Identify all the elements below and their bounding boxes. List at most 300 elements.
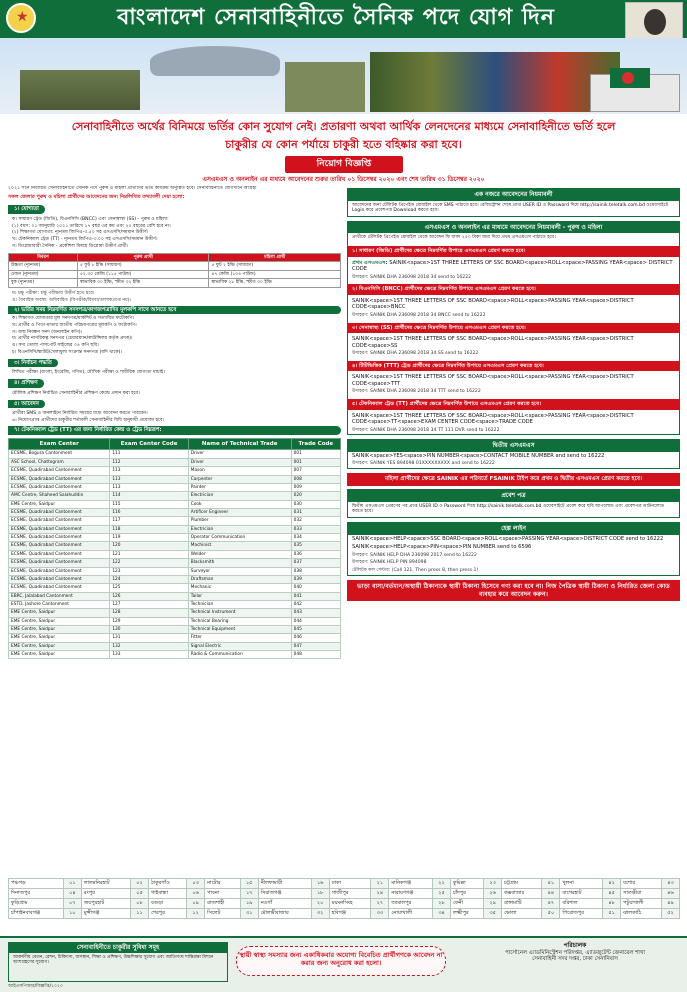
sms-rules-box [347,221,680,435]
training-text: মৌলিক প্রশিক্ষণ নির্বাচিত সেনাবাহিনীর প্রশিক্ষণ কেন্দ্রে প্রদান করা হবে। [12,390,140,396]
center-cell: 001 [291,458,340,466]
exam-center-table [8,438,341,660]
district-name: মানিকগঞ্জ [389,879,433,889]
doc-line: চ। বিএনসিসি/স্কাউট/খেলাধুলা সংক্রান্ত সনদপত্র (যদি থাকে)। [12,349,123,355]
center-cell: 039 [291,575,340,583]
center-cell: Plumber [188,517,291,525]
issuer-line-1: পার্সোনেল এ্যাডমিনিস্ট্রেশন পরিদপ্তর, এ্যাডজুটেন্ট জেনারেল শাখা [505,949,645,956]
phys-note: ঙ। বৈবাহিক অবস্থা: অবিবাহিত (বিপত্নীক/বিধবা/তালাকপ্রাপ্ত নয়)। [12,297,132,303]
district-code: ১০ [63,909,81,919]
phys-cell: ওজন (ন্যূনতম) [9,270,78,279]
header-bar [0,0,687,38]
benefits-note: ৬। নিয়োগপ্রাপ্ত প্রার্থীদের চাকুরীর শর্তাবলী সেনাবাহিনীর বিধি অনুযায়ী প্রযোজ্য হবে। [12,418,165,424]
center-cell: 131 [110,634,188,642]
district-code: ০৬ [187,889,205,899]
help-line-heading: হেল্প লাইন [348,523,679,535]
district-code: ১৮ [311,889,329,899]
center-cell: ECSME, Quadirabad Cantonment [9,475,110,483]
district-code: ১২ [187,909,205,919]
center-cell: 115 [110,500,188,508]
issuer-line-2: সেনাবাহিনী সদর দপ্তর, ঢাকা সেনানিবাস [532,956,618,963]
district-name: ঠাকুরগাঁও [149,879,187,889]
phys-cell: স্বাভাবিক ৩০ ইঞ্চি, স্ফীত ৩২ ইঞ্চি [77,279,209,288]
district-code: ৪৮ [603,899,621,909]
district-code: ২৮ [432,899,450,909]
center-cell: Driver [188,458,291,466]
doc-line: খ। প্রার্থীর ও পিতা-মাতার জাতীয় পরিচয়পত্রের মূলকপি ও ফটোকপি। [12,323,137,328]
district-name: বরিশাল [560,899,603,909]
phys-cell: ৪৭ কেজি (১০৪ পাউন্ড) [209,270,341,279]
center-cell: ECSME, Quadirabad Cantonment [9,550,110,558]
district-name: চাঁপাইনবাবগঞ্জ [9,909,64,919]
center-cell: 043 [291,609,340,617]
warning-text [0,116,687,154]
district-name: হবিগঞ্জ [329,909,371,919]
district-name: পঞ্চগড় [9,879,64,889]
physical-requirements-table [8,253,341,289]
tt-sms-example: উদাহরণ: SAINIK DHA 236098 2018 34 TT 111 DVR send to 16222 [352,427,500,433]
center-cell: Technical Equipment [188,626,291,634]
quick-rules-box [347,188,680,217]
sms-rules-heading: এসএমএস ও অনলাইন এর মাধ্যমে আবেদনের নিয়মাবলী - পুরুষ ও মহিলা [348,222,679,234]
center-cell: 032 [291,517,340,525]
center-cell: AMC Centre, Shaheed Salahuddin [9,492,110,500]
center-cell: 112 [110,458,188,466]
district-name: ময়মনসিংহ [329,899,371,909]
center-cell: 132 [110,642,188,650]
district-code-table [8,878,680,919]
section-technical-trade: ৭। টেকনিক্যাল ট্রেড (TT) এর জন্য নির্ধারিত কেন্দ্র ও ট্রেড নিম্নরূপ: [8,426,341,435]
district-name: কুড়িগ্রাম [9,899,64,909]
center-cell: Technical Instrument [188,609,291,617]
center-cell: ECSME, Quadirabad Cantonment [9,525,110,533]
left-column [8,186,341,876]
center-cell: 035 [291,542,340,550]
qual-line: (১) বয়স: ০১ জানুয়ারি ২০২১ তারিখে ১৭ বছর এর কম এবং ২০ বছরের বেশি হবে না। [12,223,171,229]
district-code: ২৯ [484,899,502,909]
intro-text: ২০২১ সনে নির্ধারিত সেনাবাহিনীতে সৈনিক পদে পুরুষ ও মহিলা প্রার্থীদের ভর্তি কার্যক্রম অনুষ্ঠিত হবে। সেনাবাহিনীতে যোগদানে আগ্রহী [8,186,257,191]
center-cell: 125 [110,584,188,592]
district-code: ২৩ [484,879,502,889]
parachute-image [150,46,280,76]
center-cell: 040 [291,584,340,592]
district-code: ৫২ [662,909,680,919]
center-header: Name of Technical Trade [188,438,291,450]
district-code: ২১ [371,879,389,889]
center-cell: 047 [291,642,340,650]
second-sms-example: উদাহরণ: SAINIK YES 894098 01XXXXXXXXX and send to 16222 [352,461,495,467]
center-cell: 118 [110,525,188,533]
table-row [9,651,341,659]
center-cell: Carpenter [188,475,291,483]
center-cell: Fitter [188,634,291,642]
center-cell: EME Centre, Saidpur [9,609,110,617]
phys-cell: ৫ ফুট ২ ইঞ্চি (সাধারণ) [209,262,341,271]
help-line-box [347,522,680,576]
center-cell: 036 [291,550,340,558]
center-cell: 133 [110,651,188,659]
district-code: ১৭ [240,889,258,899]
district-name: ঝালকাঠি [621,909,662,919]
memo-number: আইএসপিআর/বিজ্ঞপ্তি/২০২০ [8,984,63,989]
quick-rules-heading: এক নজরে আবেদনের নিয়মাবলী [348,189,679,201]
female-candidate-bar: মহিলা প্রার্থীদের ক্ষেত্রে SAINIK এর পরিবর্তে FSAINIK টাইপ করে প্রথম ও দ্বিতীয় এসএমএস প্রেরণ করতে হবে। [347,473,680,486]
doc-line: গ। জন্ম নিবন্ধন সনদ (অনলাইন কপি)। [12,329,83,335]
district-code: ০৫ [131,889,149,899]
district-code: ২০ [311,899,329,909]
table-row [9,899,680,909]
table-row [9,483,341,491]
table-row [9,879,680,889]
notice-tab: নিয়োগ বিজ্ঞপ্তি [285,156,403,173]
phys-cell: স্বাভাবিক ২৮ ইঞ্চি, স্ফীত ৩০ ইঞ্চি [209,279,341,288]
district-name: কুমিল্লা [450,879,483,889]
center-cell: 127 [110,600,188,608]
table-row [9,634,341,642]
district-name: সিলেট [205,909,241,919]
table-row [9,909,680,919]
district-code: ২৬ [484,889,502,899]
quick-rules-text: আবেদনের জন্য টেলিটক প্রিপেইড মোবাইল থেকে SMS পাঠাতে হবে। রেজিস্ট্রেশন শেষে প্রাপ্ত USER ID ও Password দিয়ে http://sainik.teletalk.com.bd ওয়েবসাইটে Login করে প্রবেশপত্র Download করতে হবে। [352,202,668,214]
district-name: নীলফামারী [258,879,311,889]
district-rows [9,879,680,919]
parade-image [370,52,620,112]
table-row [9,609,341,617]
second-sms-format: SAINIK<space>YES<space>PIN NUMBER<space>CONTACT MOBILE NUMBER and send to 16222 [352,452,605,459]
footer [0,936,687,992]
application-period: এসএমএস ও অনলাইন এর মাধ্যমে আবেদনের শুরুর তারিখ ০১ ডিসেম্বর ২০২০ এবং শেষ তারিখ ৩১ ডিসেম্বর ২০২০ [202,176,485,183]
district-name: পটুয়াখালী [621,899,662,909]
district-code: ২৫ [432,889,450,899]
district-code: ১৫ [240,879,258,889]
district-code: ০৮ [131,899,149,909]
table-row [9,584,341,592]
flag-circle [622,72,634,84]
benefits-box [8,942,228,982]
center-cell: ECSME, Quadirabad Cantonment [9,584,110,592]
ttt-sms-heading: ৪। টিটিভিত্তিক (TTT) ট্রেড প্রার্থীদের ক্ষেত্রে নিম্নবর্ণিত উপায়ে এসএমএস প্রেরণ করতে হবে। [348,361,679,372]
district-name: গাইবান্ধা [149,889,187,899]
center-cell: 007 [291,467,340,475]
center-cell: 113 [110,483,188,491]
district-code: ০৭ [63,899,81,909]
center-cell: EBRC, Jalalabad Cantonment [9,592,110,600]
district-name: সাতক্ষীরা [621,889,662,899]
center-cell: Blacksmith [188,559,291,567]
district-name: লালমনিরহাট [81,879,130,889]
army-photo-banner [0,38,687,114]
center-cell: 124 [110,575,188,583]
ss-sms-heading: ৩। সেনাস্বাস্থ্য (SS) প্রার্থীদের ক্ষেত্রে নিম্নবর্ণিত উপায়ে এসএমএস প্রেরণ করতে হবে। [348,323,679,334]
issuer-block [470,942,680,963]
center-cell: EME Centre, Saidpur [9,626,110,634]
admit-card-box [347,489,680,518]
center-cell: 123 [110,567,188,575]
table-row [9,642,341,650]
district-name: ঢাকা [329,879,371,889]
center-cell: Signal Electric [188,642,291,650]
page-title: বাংলাদেশ সেনাবাহিনীতে সৈনিক পদে যোগ দিন [117,4,555,30]
center-cell: 113 [110,467,188,475]
phys-header: মহিলা প্রার্থী [209,253,341,262]
table-row [9,626,341,634]
doc-line: ঙ। সদ্য তোলা পাসপোর্ট সাইজের ০৪ কপি ছবি। [12,343,99,349]
table-row [9,458,341,466]
center-cell: ECSME, Quadirabad Cantonment [9,534,110,542]
center-cell: Painter [188,483,291,491]
center-cell: Cook [188,500,291,508]
phys-cell: বুক (ন্যূনতম) [9,279,78,288]
general-sms-format [348,259,679,274]
district-name: রংপুর [81,889,130,899]
ss-sms-example: উদাহরণ: SAINIK DHA 236098 2018 34 SS send to 16222 [352,351,479,357]
phys-header: পুরুষ প্রার্থী [77,253,209,262]
district-name: পিরোজপুর [560,909,603,919]
district-name: নোয়াখালী [389,909,433,919]
district-code: ০৪ [63,889,81,899]
center-cell: 042 [291,600,340,608]
center-cell: ECSME, Quadirabad Cantonment [9,542,110,550]
center-cell: Technical Bearing [188,617,291,625]
ss-sms-format: SAINIK<space>1ST THREE LETTERS OF SSC BOARD<space>ROLL<space>PASSING YEAR<space>DISTRICT CODE<space>SS [352,336,634,349]
help-format: SAINIK<space>HELP<space>SSC BOARD<space>ROLL<space>PASSING YEAR<space>DISTRICT CODE send to 16222 [352,535,664,542]
district-code: ৪৫ [603,889,621,899]
center-cell: ECSME, Quadirabad Cantonment [9,483,110,491]
district-code: ৩৩ [371,909,389,919]
district-code: ৫০ [542,909,560,919]
table-row [9,467,341,475]
center-cell: ECSME, Quadirabad Cantonment [9,559,110,567]
table-row [9,575,341,583]
center-cell: Artificer Engineer [188,509,291,517]
district-name: জামালপুর [389,899,433,909]
center-cell: 121 [110,550,188,558]
center-cell: 128 [110,609,188,617]
district-code: ৩৫ [484,909,502,919]
district-code: ৪৯ [662,899,680,909]
district-code: ১১ [131,909,149,919]
center-cell: EME Centre, Saidpur [9,642,110,650]
intro-highlight: সকল জেলার পুরুষ ও মহিলা প্রার্থীদের আবেদনের জন্য নিম্নলিখিত তথ্যাবলী দেয়া হলো: [8,193,185,200]
district-code: ৩১ [240,909,258,919]
general-sms-format-text: SAINIK<space>1ST THREE LETTERS OF SSC BOARD<space>ROLL<space>PASSING YEAR<space> DISTRICT CODE [352,259,673,273]
center-cell: 020 [291,492,340,500]
table-row [9,279,341,288]
right-column [347,188,680,878]
table-row [9,542,341,550]
benefits-text: আকর্ষণীয় বেতন, রেশন, চিকিৎসা, বাসস্থান, শিক্ষা ও প্রশিক্ষণ, উচ্চশিক্ষার সুযোগ এবং জাতিসংঘ শান্তিরক্ষা মিশনে অংশগ্রহণের সুযোগ। [13,954,214,966]
center-cell: Surveyor [188,567,291,575]
apply-text: প্রার্থীরা SMS ও অনলাইনে নির্ধারিত সময়ের মধ্যে আবেদন করতে পারবেন। [12,411,148,417]
selection-text: লিখিত পরীক্ষা (বাংলা, ইংরেজি, গণিত), মৌখিক পরীক্ষা ও শারীরিক যোগ্যতা যাচাই। [12,370,165,376]
district-code: ৪২ [603,879,621,889]
tank-image [20,70,140,110]
table-row [9,567,341,575]
center-cell: Welder [188,550,291,558]
tt-sms-heading: ৫। টেকনিক্যাল ট্রেড (TT) প্রার্থীদের ক্ষেত্রে নিম্নবর্ণিত উপায়ে এসএমএস প্রেরণ করতে হবে। [348,399,679,410]
phys-note: ঘ। চক্ষু পরীক্ষা: চক্ষু পরীক্ষায় উত্তীর্ণ হতে হবে। [12,291,95,297]
district-name: নাটোর [205,879,241,889]
district-name: রাজশাহী [205,899,241,909]
table-row [9,509,341,517]
district-name: পাবনা [205,889,241,899]
second-sms-heading: দ্বিতীয় এসএমএস [348,440,679,452]
benefits-heading: সেনাবাহিনীতে চাকুরীর সুবিধা সমূহ [9,943,227,953]
district-code: ৩৪ [432,909,450,919]
district-name: লক্ষ্মীপুর [450,909,483,919]
doc-line: ক। শিক্ষাগত যোগ্যতার মূল সনদপত্র/মার্কশিট ও সত্যায়িত ফটোকপি। [12,316,135,322]
table-row [9,600,341,608]
bncc-sms-heading: ২। বিএনসিসি (BNCC) প্রার্থীদের ক্ষেত্রে নিম্নবর্ণিত উপায়ে এসএমএস প্রেরণ করতে হবে। [348,284,679,295]
portrait-silhouette [644,9,666,35]
district-name: মুন্সীগঞ্জ [81,909,130,919]
center-cell: 044 [291,617,340,625]
qual-line: ক। সাধারণ ট্রেড (জিডি), বিএনসিসি (BNCC) এবং সেনাস্বাস্থ্য (SS) - পুরুষ ও মহিলা: [12,216,169,222]
district-name: দিনাজপুর [9,889,64,899]
center-cell: Radio & Communication [188,651,291,659]
tt-sms-format: SAINIK<space>1ST THREE LETTERS OF SSC BOARD<space>ROLL<space>PASSING YEAR<space>DISTRICT CODE<space>TT<space>EXAM CENTER CODE<space>TRADE CODE [352,412,634,426]
army-emblem-icon [6,3,36,33]
district-name: যশোর [621,879,662,889]
center-cell: 117 [110,517,188,525]
center-cell: 038 [291,567,340,575]
center-header: Trade Code [291,438,340,450]
district-code: ১৯ [240,899,258,909]
center-cell: ECSME, Quadirabad Cantonment [9,517,110,525]
table-row [9,262,341,271]
district-name: কক্সবাজার [502,889,542,899]
district-code: ৪১ [542,879,560,889]
table-row [9,475,341,483]
second-sms-box [347,439,680,469]
district-code: ৫১ [603,909,621,919]
bncc-sms-format: SAINIK<space>1ST THREE LETTERS OF SSC BOARD<space>ROLL<space>PASSING YEAR<space>DISTRICT CODE<space>BNCC [352,297,634,311]
center-cell: EME Centre, Saidpur [9,651,110,659]
center-cell: 130 [110,626,188,634]
center-cell: ASC School, Chattogram [9,458,110,466]
center-cell: 116 [110,509,188,517]
center-header: Exam Center [9,438,110,450]
center-cell: 119 [110,534,188,542]
center-cell: Electrician [188,492,291,500]
center-cell: Electrician [188,525,291,533]
district-code: ১৬ [311,879,329,889]
center-cell: 048 [291,651,340,659]
center-header: Exam Center Code [110,438,188,450]
district-code: ০৩ [187,879,205,889]
phys-cell: ৫২.৩০ কেজি (১১৫ পাউন্ড) [77,270,209,279]
district-name: নওগাঁ [258,899,311,909]
section-training: ৪। প্রশিক্ষণ [8,379,44,388]
center-cell: ECSME, Bogura Cantonment [9,450,110,458]
district-code: ৪৭ [542,899,560,909]
center-cell: ECSME, Quadirabad Cantonment [9,567,110,575]
center-cell: EME Centre, Saidpur [9,617,110,625]
table-row [9,592,341,600]
center-cell: 045 [291,626,340,634]
center-cell: 034 [291,534,340,542]
center-cell: 122 [110,559,188,567]
district-name: নারায়ণগঞ্জ [389,889,433,899]
center-cell: 114 [110,492,188,500]
table-row [9,525,341,533]
help-example: উদাহরণ: SAINIK HELP DHA 236098 2017 send to 16222 [352,552,477,558]
center-cell: ECSME, Quadirabad Cantonment [9,509,110,517]
general-sms-example: উদাহরণ: SAINIK DHA 236098 2018 34 send to 16222 [352,274,472,280]
phys-header: বিবরণ [9,253,78,262]
center-cell: 030 [291,500,340,508]
section-selection: ৩। নির্বাচন পদ্ধতি [8,359,58,368]
help-call-center: টেলিটক কল সেন্টার: (Call 121, Then press 8, then press 1) [352,568,479,574]
district-name: সিরাজগঞ্জ [258,889,311,899]
district-name: বগুড়া [149,899,187,909]
district-name: বাগেরহাট [560,889,603,899]
district-code: ৪৪ [542,889,560,899]
center-cell: 111 [110,450,188,458]
district-name: ভোলা [502,909,542,919]
district-name: গাজীপুর [329,889,371,899]
center-cell: ECSME, Quadirabad Cantonment [9,467,110,475]
center-cell: 031 [291,509,340,517]
district-name: জয়পুরহাট [81,899,130,909]
district-code: ৪৬ [662,889,680,899]
phys-cell: ৫ ফুট ৮ ইঞ্চি (সাধারণ) [77,262,209,271]
district-code: ০১ [63,879,81,889]
center-cell: Tailor [188,592,291,600]
help-pin-format: SAINIK<space>HELP<space>PIN<space>PIN NUMBER send to 6596 [352,544,532,551]
sms-intro: প্রার্থীকে টেলিটক প্রিপেইড মোবাইল থেকে আবেদন ফি বাবদ ২৫০ টাকা জমা দিয়ে প্রথম এসএমএস পাঠাতে হবে। [352,235,556,241]
table-row [9,492,341,500]
warning-line-1: সেনাবাহিনীতে অর্থের বিনিময়ে ভর্তির কোন সুযোগ নেই। প্রতারণা অথবা আর্থিক লেনদেনের মাধ্যমে সেনাবাহিনীতে ভর্তি হলে [71,120,616,133]
center-cell: 001 [291,450,340,458]
qual-line: খ। টেকনিক্যাল ট্রেড (TT) - ন্যূনতম জিপিএ-৩.০০ সহ এসএসসি/সমমান উত্তীর্ণ। [12,237,158,243]
center-cell: 126 [110,592,188,600]
table-row [9,450,341,458]
district-name: চাঁদপুর [450,889,483,899]
district-name: ফেনী [450,899,483,909]
star-icon: ★ [16,9,29,25]
district-code: ৩২ [311,909,329,919]
district-code: ২৭ [371,899,389,909]
district-code: ০৯ [187,899,205,909]
center-cell: EME Centre, Saidpur [9,634,110,642]
center-cell: 129 [110,617,188,625]
center-cell: Mason [188,467,291,475]
issuer-title: পরিচালক [563,942,587,949]
rent-address-warning: ভাড়া বাসা/বর্তমান/অস্থায়ী ঠিকানাকে স্থায়ী ঠিকানা হিসেবে গণ্য করা হবে না। নিজ পৈত্রিক স্থায়ী ঠিকানা ও নির্ধারিত জেলা কোড ব্যবহার করে আবেদন করুন। [347,580,680,602]
admit-card-heading: প্রবেশ পত্র [348,490,679,502]
ttt-sms-format: SAINIK<space>1ST THREE LETTERS OF SSC BOARD<space>ROLL<space>PASSING YEAR<space>DISTRICT CODE<space>TTT [352,374,634,387]
district-code: ২২ [432,879,450,889]
exam-center-rows [9,450,341,659]
warning-line-2: চাকুরীর যে কোন পর্যায়ে চাকুরী হতে বহিষ্কার করা হবে। [225,137,462,151]
table-row [9,270,341,279]
table-row [9,550,341,558]
center-cell: EME Centre, Saidpur [9,500,110,508]
table-row [9,500,341,508]
table-row [9,889,680,899]
center-cell: ECSME, Quadirabad Cantonment [9,575,110,583]
center-cell: ESTD, Jashore Cantonment [9,600,110,608]
soldiers-image [285,62,365,112]
help-example-2: উদাহরণ: SAINIK HELP PIN 894098 [352,560,427,566]
first-sms-label: প্রথম এসএমএস: [352,259,388,266]
district-name: রাঙ্গামাটি [502,899,542,909]
center-cell: 120 [110,542,188,550]
district-name: চট্টগ্রাম [502,879,542,889]
center-cell: 037 [291,559,340,567]
district-name: খুলনা [560,879,603,889]
